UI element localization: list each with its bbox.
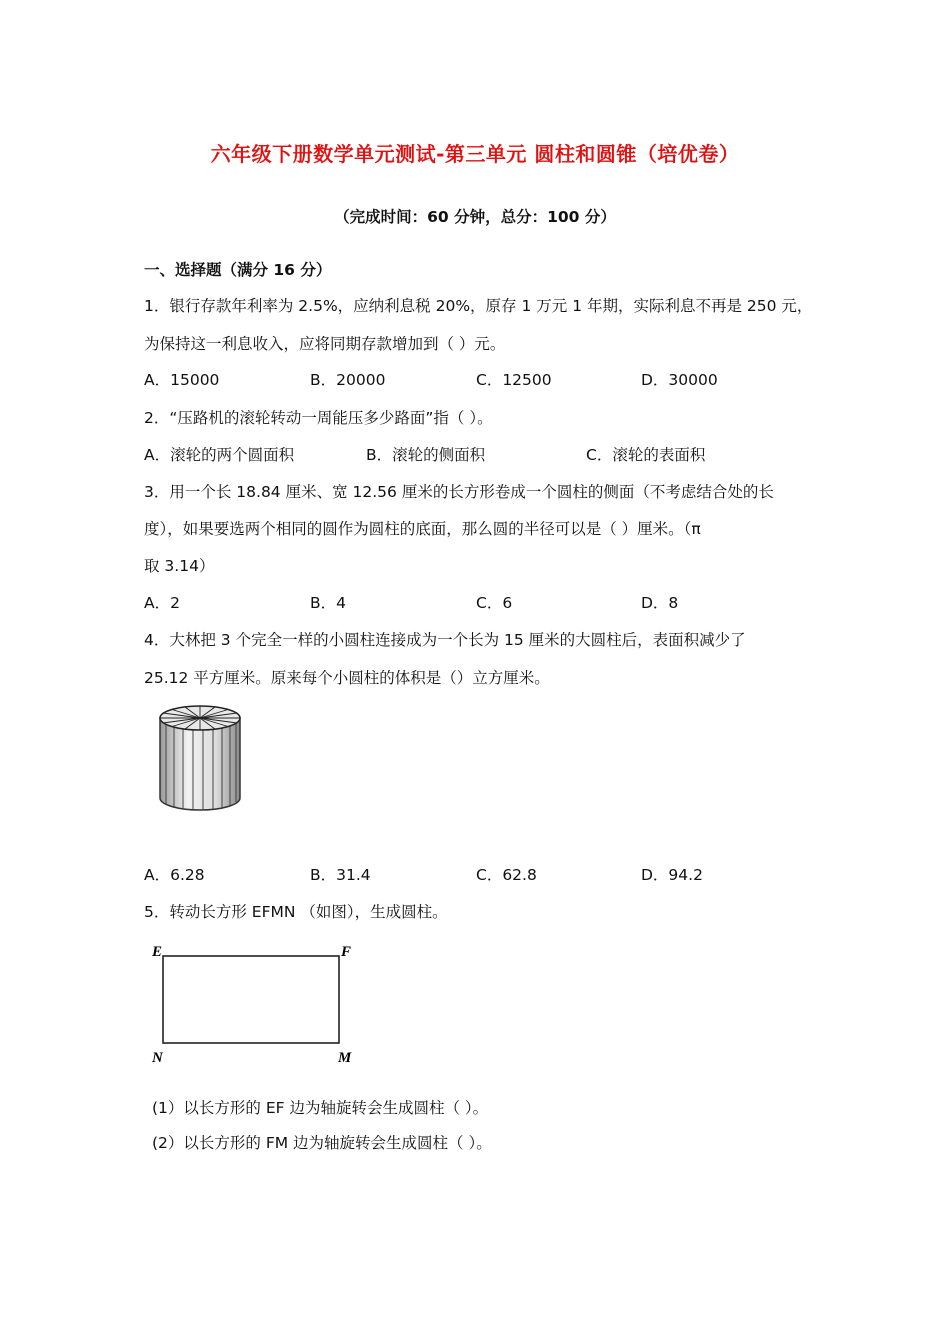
q4-text-line2: 25.12 平方厘米。原来每个小圆柱的体积是（）立方厘米。: [144, 669, 550, 687]
q1-option-c: C．12500: [476, 371, 552, 389]
q3-option-d: D．8: [641, 594, 679, 612]
q3-option-c: C．6: [476, 594, 513, 612]
q2-option-c: C．滚轮的表面积: [586, 446, 706, 464]
q3-option-b: B．4: [310, 594, 346, 612]
section-heading: 一、选择题（满分 16 分）: [144, 261, 332, 279]
q2-text-line1: 2．“压路机的滚轮转动一周能压多少路面”指（ ）。: [144, 409, 493, 427]
label-f: F: [341, 944, 352, 960]
q1-option-b: B．20000: [310, 371, 386, 389]
q1-text-line2: 为保持这一利息收入，应将同期存款增加到（ ）元。: [144, 335, 506, 353]
cylinder-figure: [150, 700, 250, 818]
q3-text-line2: 度），如果要选两个相同的圆作为圆柱的底面，那么圆的半径可以是（ ）厘米。（π: [144, 520, 701, 538]
q4-option-d: D．94.2: [641, 866, 703, 884]
label-m: M: [338, 1050, 352, 1066]
q1-text-line1: 1．银行存款年利率为 2.5%，应纳利息税 20%，原存 1 万元 1 年期，实际利息不再是 250 元，: [144, 297, 813, 315]
q3-option-a: A．2: [144, 594, 180, 612]
q1-option-a: A．15000: [144, 371, 220, 389]
q4-option-b: B．31.4: [310, 866, 371, 884]
q5-sub2: (2）以长方形的 FM 边为轴旋转会生成圆柱（ ）。: [152, 1134, 492, 1152]
q4-option-c: C．62.8: [476, 866, 537, 884]
q4-text-line1: 4．大林把 3 个完全一样的小圆柱连接成为一个长为 15 厘米的大圆柱后，表面积减少了: [144, 631, 746, 649]
label-n: N: [152, 1050, 163, 1066]
q5-text-line1: 5．转动长方形 EFMN （如图），生成圆柱。: [144, 903, 448, 921]
q3-text-line3: 取 3.14）: [144, 557, 215, 575]
q2-option-a: A．滚轮的两个圆面积: [144, 446, 295, 464]
page-subtitle: （完成时间：60 分钟，总分：100 分）: [334, 208, 616, 226]
q5-sub1: (1）以长方形的 EF 边为轴旋转会生成圆柱（ ）。: [152, 1099, 489, 1117]
q3-text-line1: 3．用一个长 18.84 厘米、宽 12.56 厘米的长方形卷成一个圆柱的侧面（不考虑结合处的长: [144, 483, 774, 501]
label-e: E: [152, 944, 163, 960]
q4-option-a: A．6.28: [144, 866, 205, 884]
q1-option-d: D．30000: [641, 371, 718, 389]
page-title: 六年级下册数学单元测试-第三单元 圆柱和圆锥（培优卷）: [210, 142, 740, 166]
rectangle-efmn-figure: [148, 938, 368, 1070]
q2-option-b: B．滚轮的侧面积: [366, 446, 486, 464]
